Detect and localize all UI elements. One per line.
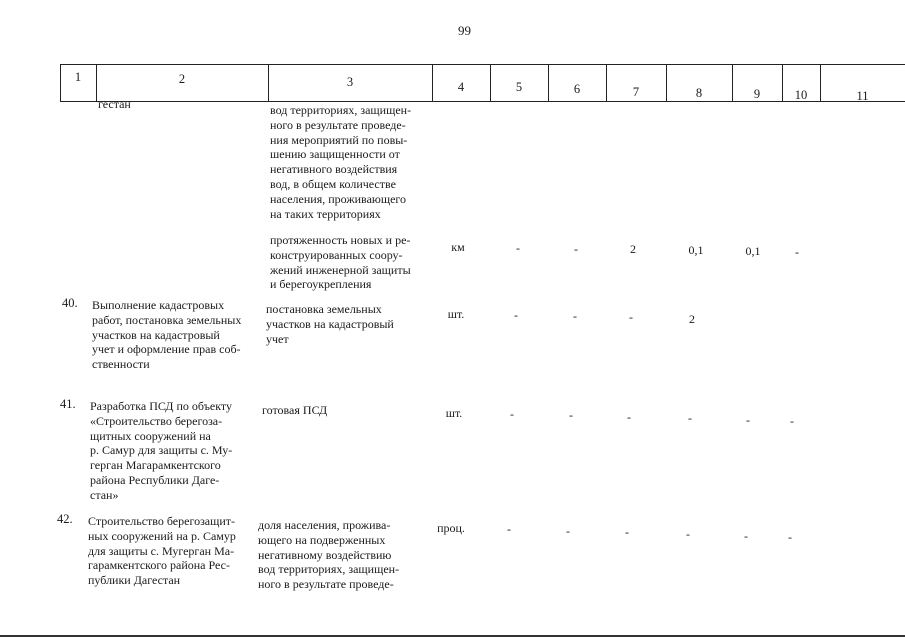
header-cell-5: 5 [515,80,523,94]
row-number: 42. [57,512,73,526]
value-cell: - [510,407,514,421]
value-cell: 0,1 [745,244,761,258]
row-number: 41. [60,397,76,411]
text-line: публики Дагестан [88,573,181,588]
text-line: участков на кадастровый [92,327,220,342]
text-line: щитных сооружений на [90,428,211,443]
text-line: ющего на подверженных [258,532,386,547]
value-cell: - [795,245,799,259]
text-line: «Строительство берегоза- [90,413,223,428]
header-cell-6: 6 [573,82,581,96]
value-cell: - [686,527,690,541]
value-cell: 2 [630,242,636,256]
value-cell: - [790,414,794,428]
value-cell: - [788,530,792,544]
text-line: района Республики Даге- [90,472,220,487]
text-line: Выполнение кадастровых [92,298,225,312]
indicator-text [262,403,422,418]
text-line: вод территориях, защищен- [270,103,412,117]
page-number: 99 [458,23,471,38]
header-cell-9: 9 [753,87,761,101]
value-cell: - [573,309,577,323]
header-cell-3: 3 [346,75,354,89]
header-cell-8: 8 [695,86,703,100]
unit-cell: шт. [447,307,465,321]
text-line: Разработка ПСД по объекту [90,399,233,413]
value-cell: - [625,525,629,539]
text-line: участков на кадастровый [266,316,394,331]
item-name [90,399,256,503]
continued-indicator [270,103,430,221]
header-cell-1: 1 [74,70,82,84]
value-cell: 0,1 [688,243,704,257]
value-cell: - [744,529,748,543]
text-line: учет [266,331,289,346]
text-line: готовая ПСД [262,403,328,417]
text-line: ного в результате проведе- [258,577,394,592]
text-line: для защиты с. Мугерган Ма- [88,543,235,558]
text-line: Строительство берегозащит- [88,514,236,528]
text-line: конструированных соору- [270,247,403,262]
value-cell: - [629,310,633,324]
header-cell-4: 4 [457,80,465,94]
unit-cell: проц. [437,521,465,535]
indicator-text [270,233,430,292]
text-line: учет и оформление прав соб- [92,342,241,357]
text-line: негативного воздействия [270,162,398,177]
text-line: ственности [92,357,150,372]
header-cell-2: 2 [178,72,186,86]
text-line: ного в результате проведе- [270,117,406,132]
text-line: герган Магарамкентского [90,458,221,473]
header-cell-11: 11 [856,89,869,103]
value-cell: - [746,413,750,427]
value-cell: 2 [689,312,695,326]
unit-cell: км [451,240,465,254]
text-line: жений инженерной защиты [270,262,411,277]
value-cell: - [566,524,570,538]
text-line: гарамкентского района Рес- [88,558,230,573]
text-line: доля населения, прожива- [258,518,391,532]
item-name [92,298,262,372]
text-line: р. Самур для защиты с. Му- [90,443,233,458]
text-line: стан» [90,487,119,502]
value-cell: - [507,522,511,536]
text-line: ния мероприятий по повы- [270,132,408,147]
row-number: 40. [62,296,78,310]
text-line: вод, в общем количестве [270,176,396,191]
value-cell: - [688,411,692,425]
text-line: ных сооружений на р. Самур [88,528,236,543]
text-line: работ, постановка земельных [92,312,242,327]
indicator-text [266,302,426,346]
text-line: вод территориях, защищен- [258,562,400,577]
text-line: населения, проживающего [270,191,407,206]
value-cell: - [574,242,578,256]
text-line: постановка земельных [266,302,382,316]
item-name [88,514,255,588]
value-cell: - [627,410,631,424]
continued-item-name: гестан [98,97,131,111]
header-cell-7: 7 [632,85,640,99]
value-cell: - [514,308,518,322]
text-line: на таких территориях [270,206,381,221]
text-line: протяженность новых и ре- [270,233,411,247]
indicator-text [258,518,418,592]
text-line: шению защищенности от [270,147,400,162]
value-cell: - [516,241,520,255]
unit-cell: шт. [445,406,463,420]
text-line: и берегоукрепления [270,277,372,292]
value-cell: - [569,408,573,422]
text-line: негативному воздействию [258,547,392,562]
header-cell-10: 10 [794,88,808,102]
page-bottom-edge [0,635,905,637]
